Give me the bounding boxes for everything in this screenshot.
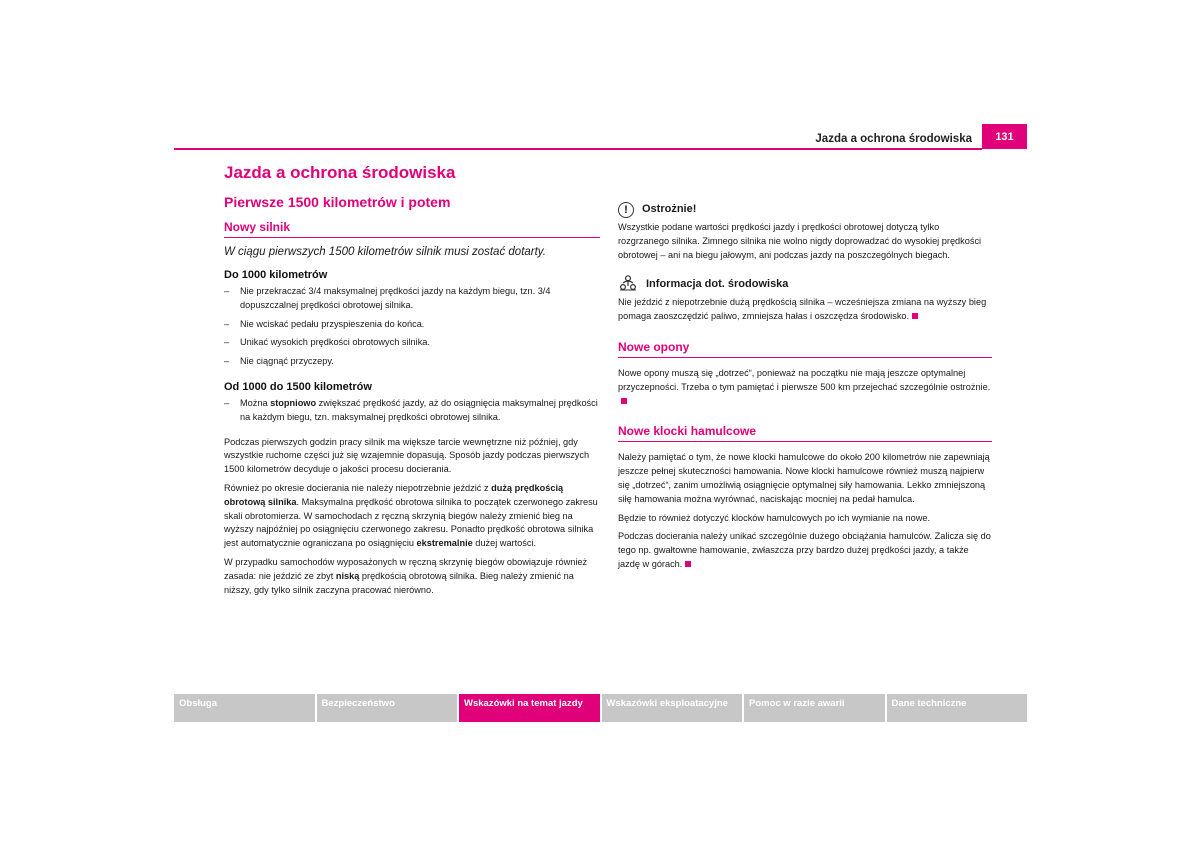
end-mark-icon (685, 561, 691, 567)
brakes-text-1: Należy pamiętać o tym, że nowe klocki hamulcowe do około 200 kilometrów nie zapewniają jeszcze pełnej skuteczności hamowania. Nowe klocki hamulcowe również muszą najpierw się „dotrzeć“, zanim umożliwią osiągnięcie optymalnej siły hamowania. Lekko zmniejszoną siłę hamowania można wyrównać, naciskając mocniej na pedał hamulca. (618, 452, 990, 504)
caution-box (618, 201, 992, 262)
paragraph-internal-friction: Podczas pierwszych godzin pracy silnik ma większe tarcie wewnętrzne niż później, gdy wszystkie ruchome części już się wzajemnie dopasują. Sposób jazdy podczas pierwszych 1500 kilometrów decyduje o jakości procesu docierania. (224, 436, 590, 475)
list-item: – Nie wciskać pedału przyspieszenia do końca. (224, 318, 600, 332)
caution-icon: ! (618, 202, 634, 218)
list-item: – Nie przekraczać 3/4 maksymalnej prędkości jazdy na każdym biegu, tzn. 3/4 dopuszczalnej prędkości obrotowej silnika. (224, 285, 600, 313)
left-column (224, 162, 600, 602)
paragraph-high-rpm: Również po okresie docierania nie należy niepotrzebnie jeździć z dużą prędkością obrotową silnika. Maksymalna prędkość obrotowa silnika to początek czerwonego zakresu skali obrotomierza. W samochodach z ręczną skrzynią biegów należy zmienić bieg na wyższy najpóźniej po osiągnięciu czerwonego zakresu. Ponadto prędkość obrotowa silnika jest automatycznie ograniczana po osiągnięciu ekstremalnie dużej wartości. (224, 482, 598, 549)
tires-text: Nowe opony muszą się „dotrzeć“, ponieważ na początku nie mają jeszcze optymalnej przyczepności. Trzeba o tym pamiętać i pierwsze 500 km przejechać szczególnie ostrożnie. (618, 367, 992, 408)
list-item: – Unikać wysokich prędkości obrotowych silnika. (224, 336, 600, 350)
list-item: – Można stopniowo zwiększać prędkość jazdy, aż do osiągnięcia maksymalnej prędkości na każdym biegu, tzn. maksymalnej prędkości obrotowej silnika. (224, 397, 600, 425)
tab-wskazowki-jazdy[interactable]: Wskazówki na temat jazdy (459, 694, 600, 722)
heading-up-to-1000: Do 1000 kilometrów (224, 269, 328, 281)
environment-note (618, 276, 992, 324)
paragraph-low-rpm: W przypadku samochodów wyposażonych w ręczną skrzynię biegów obowiązuje również zasada: nie jeździć ze zbyt niską prędkością obrotową silnika. Bieg należy zmienić na niższy, gdy tylko silnik zaczyna pracować nierówno. (224, 556, 588, 595)
environment-title: Informacja dot. środowiska (646, 278, 789, 291)
list-up-to-1000 (224, 285, 600, 369)
tab-dane-techniczne[interactable]: Dane techniczne (887, 694, 1028, 722)
environment-icon (618, 275, 638, 296)
list-1000-to-1500 (224, 397, 600, 425)
tab-bezpieczenstwo[interactable]: Bezpieczeństwo (317, 694, 458, 722)
environment-text: Nie jeździć z niepotrzebnie dużą prędkością silnika – wcześniejsza zmiana na wyższy bieg pomaga zaoszczędzić paliwo, zmniejsza hałas i oszczędza środowisko. (618, 297, 987, 322)
heading-1000-to-1500: Od 1000 do 1500 kilometrów (224, 380, 372, 393)
chapter-nav (174, 694, 1027, 722)
section-new-brakes (618, 424, 992, 571)
list-item: – Nie ciągnąć przyczepy. (224, 355, 600, 369)
page-number: 131 (982, 124, 1027, 149)
tab-pomoc-awarii[interactable]: Pomoc w razie awarii (744, 694, 885, 722)
chapter-title: Jazda a ochrona środowiska (224, 163, 456, 182)
brakes-text-2: Będzie to również dotyczyć klocków hamulcowych po ich wymianie na nowe. (618, 512, 931, 523)
running-title: Jazda a ochrona środowiska (815, 133, 972, 145)
caution-title: Ostrożnie! (642, 203, 697, 216)
brakes-text-3: Podczas docierania należy unikać szczególnie dużego obciążania hamulców. Zalicza się do tego np. gwałtowne hamowanie, zwłaszcza przy bardzo dużej prędkości jazdy, a także jazdę w górach. (618, 531, 991, 569)
header-rule (174, 148, 982, 150)
tab-obsluga[interactable]: Obsługa (174, 694, 315, 722)
section-new-tires (618, 340, 992, 408)
caution-text: Wszystkie podane wartości prędkości jazdy i prędkości obrotowej dotyczą tylko rozgrzanego silnika. Zimnego silnika nie wolno nigdy doprowadzać do wysokiej prędkości obrotowej – ani na biegu jałowym, ani podczas jazdy na poszczególnych biegach. (618, 222, 982, 260)
heading-new-brakes: Nowe klocki hamulcowe (618, 424, 992, 442)
heading-new-tires: Nowe opony (618, 340, 992, 358)
lead-text: W ciągu pierwszych 1500 kilometrów silnik musi zostać dotarty. (224, 246, 546, 258)
end-mark-icon (621, 398, 627, 404)
end-mark-icon (912, 313, 918, 319)
tab-wskazowki-eksploatacyjne[interactable]: Wskazówki eksploatacyjne (602, 694, 743, 722)
subsection-heading-new-engine: Nowy silnik (224, 220, 600, 238)
section-title: Pierwsze 1500 kilometrów i potem (224, 194, 451, 210)
right-column (618, 201, 992, 577)
